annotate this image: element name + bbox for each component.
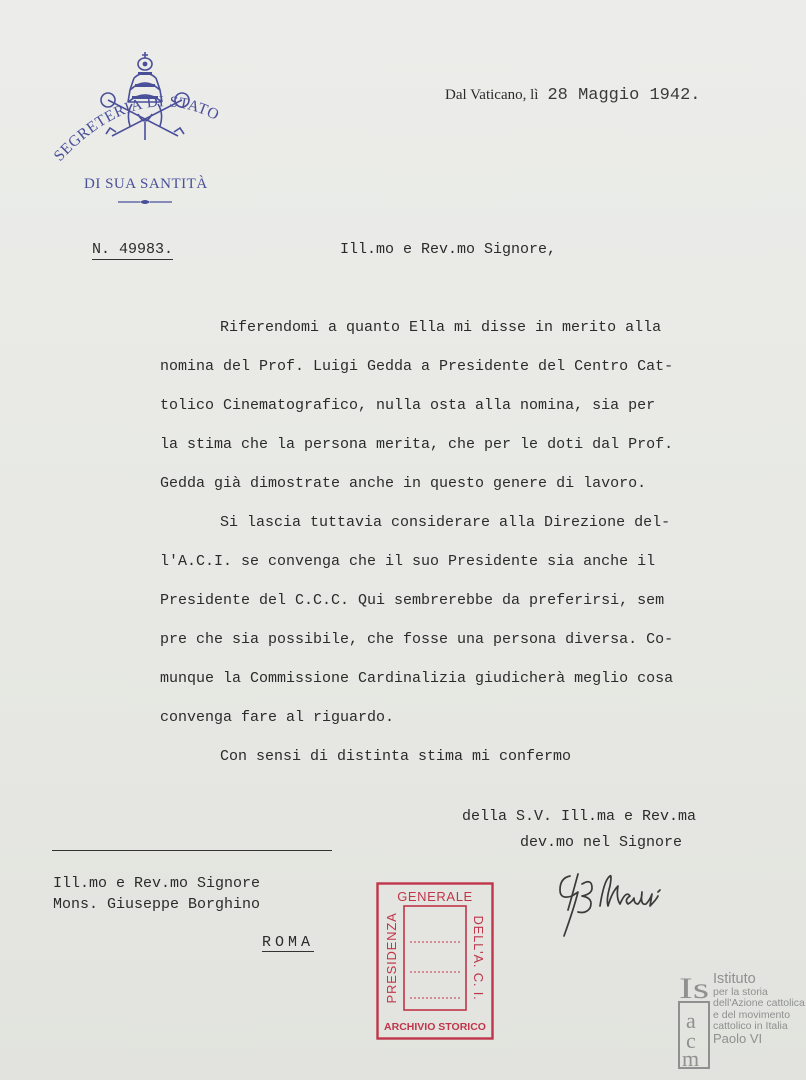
body-line: convenga fare al riguardo.	[160, 709, 395, 726]
separator-rule	[52, 850, 332, 851]
stamp-top-text: GENERALE	[397, 889, 473, 904]
addressee-city: ROMA	[262, 934, 315, 951]
svg-text:a: a	[686, 1008, 696, 1033]
stamp-bottom-text: ARCHIVIO STORICO	[384, 1021, 486, 1033]
watermark-line-2: dell'Azione cattolica	[713, 997, 805, 1010]
watermark-line-1: per la storia	[713, 986, 768, 998]
letterhead-top-line: SEGRETERIA DI STATO	[50, 93, 223, 165]
watermark-text	[713, 972, 806, 1044]
stamp-right-text: DELL'A. C. I.	[471, 915, 486, 1001]
closing-line-2: dev.mo nel Signore	[520, 834, 683, 851]
handwritten-signature	[548, 862, 688, 944]
letterhead-bottom-line: DI SUA SANTITÀ	[84, 176, 208, 192]
letterhead-flourish	[118, 198, 172, 206]
protocol-number	[92, 241, 173, 258]
body-line: Gedda già dimostrate anche in questo genere di lavoro.	[160, 475, 647, 492]
institute-logo-letters	[676, 972, 712, 1072]
closing-line-1: della S.V. Ill.ma e Rev.ma	[462, 808, 697, 825]
letter-body	[160, 318, 740, 786]
body-line: Si lascia tuttavia considerare alla Direzione del-	[220, 514, 671, 531]
letter-date: 28 Maggio 1942.	[547, 86, 701, 105]
addressee-name: Mons. Giuseppe Borghino	[53, 896, 261, 913]
body-line: Con sensi di distinta stima mi confermo	[220, 748, 572, 765]
place-and-date	[445, 86, 701, 105]
body-line: l'A.C.I. se convenga che il suo Presidente sia anche il	[160, 553, 656, 570]
letterhead	[40, 48, 250, 218]
svg-text:SEGRETERIA DI STATO	[51, 93, 222, 164]
watermark-line-4: cattolico in Italia	[713, 1020, 788, 1033]
body-line: Presidente del C.C.C. Qui sembrerebbe da preferirsi, sem	[160, 592, 665, 609]
watermark-line-3: e del movimento	[713, 1008, 791, 1021]
institute-watermark	[676, 971, 805, 1072]
protocol-number-text: N. 49983.	[92, 241, 174, 258]
addressee-title: Ill.mo e Rev.mo Signore	[53, 875, 261, 892]
svg-text:c: c	[686, 1028, 696, 1053]
body-line: nomina del Prof. Luigi Gedda a Presidente del Centro Cat-	[160, 358, 674, 375]
body-line: tolico Cinematografico, nulla osta alla nomina, sia per	[160, 397, 656, 414]
letterhead-arc-title	[40, 78, 250, 178]
watermark-title: Istituto	[713, 971, 756, 987]
svg-text:m: m	[682, 1046, 700, 1071]
watermark-letters: Is	[679, 972, 709, 1005]
stamp-left-text: PRESIDENZA	[384, 912, 399, 1004]
body-line: munque la Commissione Cardinalizia giudicherà meglio cosa	[160, 670, 674, 687]
place-label: Dal Vaticano, lì	[445, 87, 539, 103]
watermark-name: Paolo VI	[713, 1030, 763, 1046]
archive-stamp	[376, 882, 494, 1040]
salutation: Ill.mo e Rev.mo Signore,	[340, 241, 557, 258]
body-line: Riferendomi a quanto Ella mi disse in merito alla	[220, 319, 662, 336]
body-line: pre che sia possibile, che fosse una persona diversa. Co-	[160, 631, 674, 648]
body-line: la stima che la persona merita, che per le doti dal Prof.	[160, 436, 674, 453]
